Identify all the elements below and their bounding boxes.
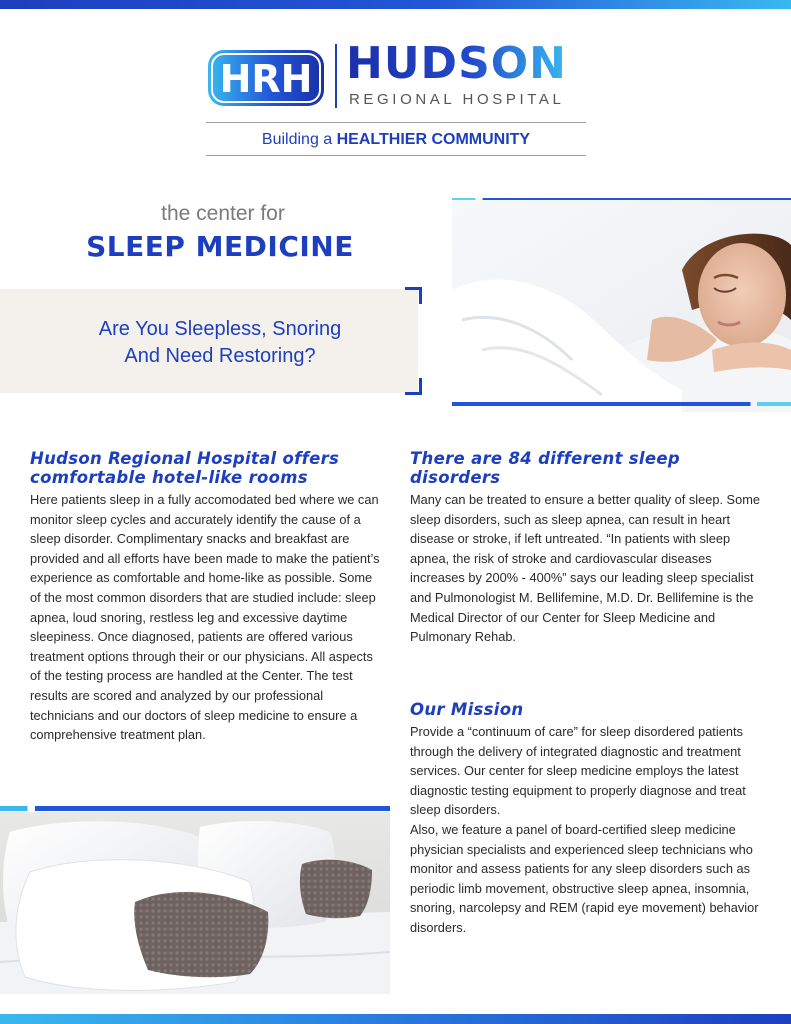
mission-paragraph-1: Provide a “continuum of care” for sleep disordered patients through the delivery of integrated diagnostic and treatment services. Our center for sleep medicine employs the latest diagnostic testing equipment to properly diagnose and treat sleep disorders. (410, 724, 746, 818)
title-kicker: the center for (161, 202, 285, 225)
top-accent-bar (0, 0, 791, 9)
logo-name: HUDSON (346, 38, 567, 89)
hero-rule-bottom (452, 402, 791, 406)
bed-pillows-photo (0, 812, 390, 994)
logo-mark-text: HRH (219, 57, 313, 101)
sleep-disorders-heading-line-1: There are 84 different sleep (410, 449, 680, 468)
mission-body (410, 722, 762, 938)
sleeping-woman-photo (452, 200, 791, 412)
question-line-1: Are You Sleepless, Snoring (98, 318, 342, 340)
hotel-rooms-heading (30, 449, 380, 487)
hrh-logo-mark-icon (208, 50, 324, 106)
hotel-rooms-heading-line-2: comfortable hotel-like rooms (30, 468, 308, 487)
hotel-rooms-section (30, 449, 380, 745)
mission-section (410, 700, 762, 938)
hospital-logo (208, 38, 588, 112)
bottom-accent-bar (0, 1014, 791, 1024)
logo-divider (335, 44, 337, 108)
hotel-rooms-heading-line-1: Hudson Regional Hospital offers (30, 449, 340, 468)
bracket-bottom-decoration (405, 378, 422, 395)
tagline-rule-top (206, 122, 586, 123)
sleep-disorders-section (410, 449, 760, 647)
tagline (206, 131, 586, 149)
tagline-prefix: Building a (261, 131, 337, 148)
pillow-photo-rule (0, 806, 390, 811)
sleep-disorders-heading (410, 449, 760, 487)
sleep-disorders-body: Many can be treated to ensure a better quality of sleep. Some sleep disorders, such as sleep apnea, can result in heart disease or stroke, if left untreated. “In patients with sleep apnea, the risk of stroke and cardiovascular diseases increases by 200% - 400%” says our leading sleep specialist and Pulmonologist M. Bellifemine, M.D. Dr. Bellifemine is the Medical Director of our Center for Sleep Medicine and Pulmonary Rehab. (410, 492, 760, 645)
mission-heading: Our Mission (410, 700, 524, 719)
question-line-2: And Need Restoring? (124, 345, 316, 367)
mission-paragraph-2: Also, we feature a panel of board-certified sleep medicine physician specialists and experienced sleep technicians who monitor and assess patients for any sleep disorders such as periodic limb movement, obstructive sleep apnea, insomnia, snoring, narcolepsy and REM (rapid eye movement) behavior disorders. (410, 821, 759, 935)
bracket-top-decoration (405, 287, 422, 304)
page-title: SLEEP MEDICINE (86, 230, 354, 263)
hotel-rooms-body: Here patients sleep in a fully accomodated bed where we can monitor sleep cycles and accurately identify the cause of a sleep disorder. Complimentary snacks and breakfast are provided and all efforts have been made to make the patient’s experience as comfortable and home-like as possible. Some of the most common disorders that are studied include: sleep apnea, loud snoring, restless leg and excessive daytime sleepiness. Once diagnosed, patients are offered various treatment options through their or our physicians. All aspects of the testing process are handled at the Center. The test results are scored and analyzed by our professional technicians and our doctors of sleep medicine to ensure a comprehensive treatment plan. (30, 492, 380, 743)
tagline-rule-bottom (206, 155, 586, 156)
tagline-bold: HEALTHIER COMMUNITY (336, 131, 531, 148)
sleep-disorders-heading-line-2: disorders (410, 468, 501, 487)
question-text (40, 316, 400, 370)
logo-subtitle: REGIONAL HOSPITAL (349, 91, 565, 108)
